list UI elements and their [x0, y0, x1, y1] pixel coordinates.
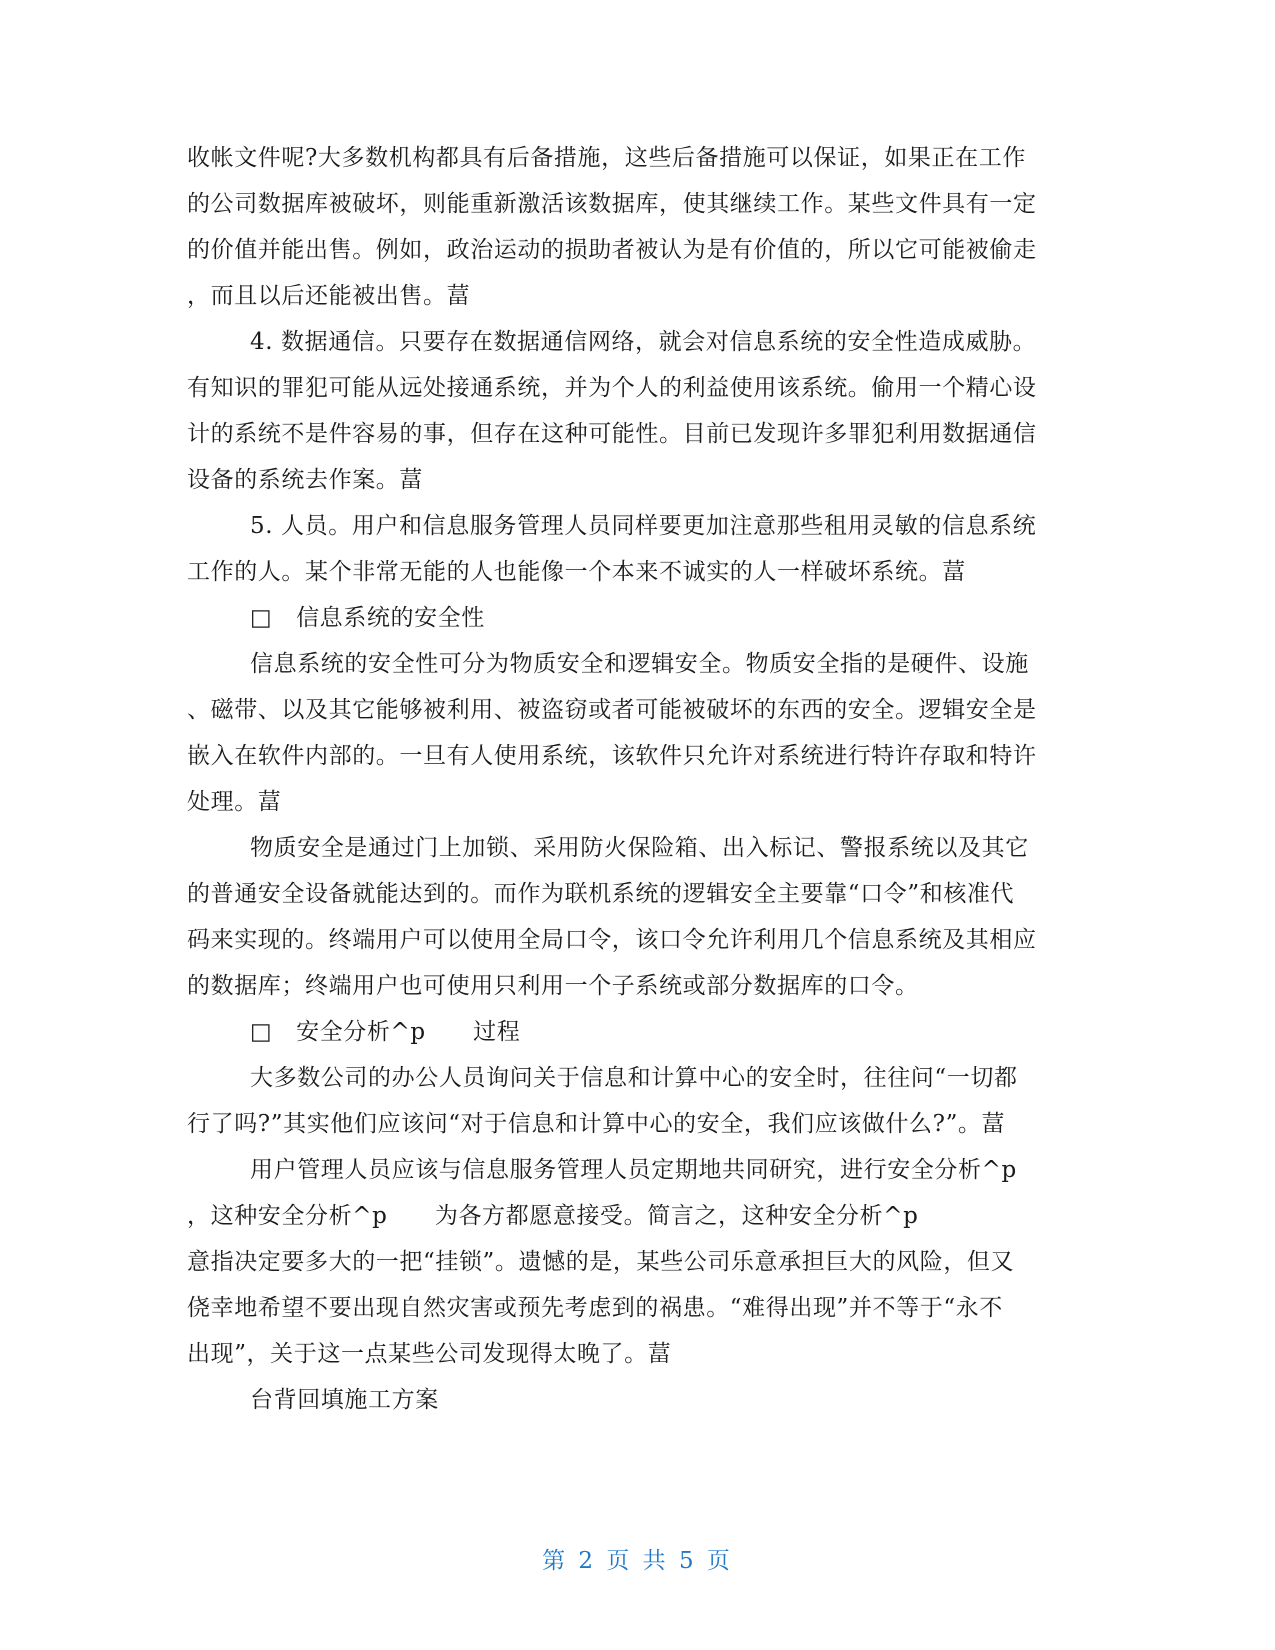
text-line: 行了吗?”其实他们应该问“对于信息和计算中心的安全，我们应该做什么?”。葍 [187, 1111, 1006, 1137]
text-line: 台背回填施工方案 [250, 1387, 439, 1413]
text-line: 出现”，关于这一点某些公司发现得太晚了。葍 [187, 1341, 672, 1367]
text-line: 大多数公司的办公人员询问关于信息和计算中心的安全时，往往问“一切都 [250, 1065, 1018, 1091]
text-line: 、磁带、以及其它能够被利用、被盗窃或者可能被破坏的东西的安全。逻辑安全是 [187, 697, 1037, 723]
text-line: ，这种安全分析^p 为各方都愿意接受。简言之，这种安全分析^p [187, 1203, 919, 1229]
text-line: 处理。葍 [187, 789, 282, 815]
text-line: 信息系统的安全性可分为物质安全和逻辑安全。物质安全指的是硬件、设施 [250, 651, 1029, 677]
text-line: 设备的系统去作案。葍 [187, 467, 423, 493]
text-line: 的价值并能出售。例如，政治运动的损助者被认为是有价值的，所以它可能被偷走 [187, 237, 1037, 263]
text-line: 嵌入在软件内部的。一旦有人使用系统，该软件只允许对系统进行特许存取和特许 [187, 743, 1037, 769]
text-line: 的普通安全设备就能达到的。而作为联机系统的逻辑安全主要靠“口令”和核准代 [187, 881, 1015, 907]
text-line: 的数据库；终端用户也可使用只利用一个子系统或部分数据库的口令。 [187, 973, 919, 999]
text-line: 用户管理人员应该与信息服务管理人员定期地共同研究，进行安全分析^p [250, 1157, 1017, 1183]
text-line: 意指决定要多大的一把“挂锁”。遗憾的是，某些公司乐意承担巨大的风险，但又 [187, 1249, 1015, 1275]
text-line: 4. 数据通信。只要存在数据通信网络，就会对信息系统的安全性造成威胁。 [250, 329, 1037, 355]
section-heading: □ 安全分析^p 过程 [250, 1019, 521, 1045]
text-line: 有知识的罪犯可能从远处接通系统，并为个人的利益使用该系统。偷用一个精心设 [187, 375, 1037, 401]
text-line: 侥幸地希望不要出现自然灾害或预先考虑到的祸患。“难得出现”并不等于“永不 [187, 1295, 1003, 1321]
text-line: 码来实现的。终端用户可以使用全局口令，该口令允许利用几个信息系统及其相应 [187, 927, 1037, 953]
text-line: ，而且以后还能被出售。葍 [187, 283, 471, 309]
page-footer: 第 2 页 共 5 页 [542, 1548, 733, 1574]
text-line: 计的系统不是件容易的事，但存在这种可能性。目前已发现许多罪犯利用数据通信 [187, 421, 1037, 447]
text-line: 的公司数据库被破坏，则能重新激活该数据库，使其继续工作。某些文件具有一定 [187, 191, 1037, 217]
text-line: 物质安全是通过门上加锁、采用防火保险箱、出入标记、警报系统以及其它 [250, 835, 1029, 861]
text-line: 收帐文件呢?大多数机构都具有后备措施，这些后备措施可以保证，如果正在工作 [187, 145, 1026, 171]
text-line: 5. 人员。用户和信息服务管理人员同样要更加注意那些租用灵敏的信息系统 [250, 513, 1037, 539]
text-line: 工作的人。某个非常无能的人也能像一个本来不诚实的人一样破坏系统。葍 [187, 559, 966, 585]
section-heading: □ 信息系统的安全性 [250, 605, 485, 631]
